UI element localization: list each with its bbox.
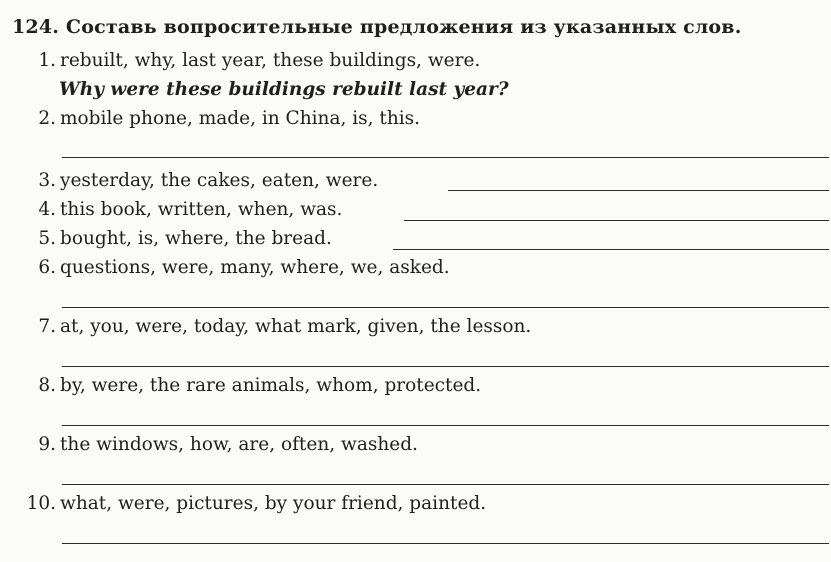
item-number: 1. bbox=[38, 50, 56, 71]
answer-line-2[interactable] bbox=[62, 157, 829, 158]
item-words: yesterday, the cakes, eaten, were. bbox=[60, 170, 379, 191]
item-number: 7. bbox=[38, 316, 56, 337]
item-number: 3. bbox=[38, 170, 56, 191]
answer-line-3[interactable] bbox=[448, 190, 829, 191]
exercise-title: 124. Составь вопросительные предложения из указанных слов. bbox=[12, 16, 742, 38]
exercise-item-6 bbox=[0, 257, 450, 278]
item-number: 6. bbox=[38, 257, 56, 278]
item-words: questions, were, many, where, we, asked. bbox=[60, 257, 450, 278]
item-words: this book, written, when, was. bbox=[60, 199, 343, 220]
answer-line-4[interactable] bbox=[404, 220, 829, 221]
answer-line-9[interactable] bbox=[62, 484, 829, 485]
exercise-item-4 bbox=[0, 199, 342, 220]
answer-line-8[interactable] bbox=[62, 425, 829, 426]
example-answer: Why were these buildings rebuilt last year? bbox=[59, 79, 509, 100]
item-words: mobile phone, made, in China, is, this. bbox=[60, 108, 421, 129]
exercise-item-3 bbox=[0, 170, 378, 191]
exercise-item-1 bbox=[0, 50, 480, 71]
item-number: 4. bbox=[38, 199, 56, 220]
item-number: 2. bbox=[38, 108, 56, 129]
exercise-item-5 bbox=[0, 228, 332, 249]
exercise-item-2 bbox=[0, 108, 420, 129]
item-number: 9. bbox=[38, 434, 56, 455]
item-words: by, were, the rare animals, whom, protected. bbox=[60, 375, 482, 396]
item-words: the windows, how, are, often, washed. bbox=[60, 434, 418, 455]
exercise-item-9 bbox=[0, 434, 418, 455]
item-number: 8. bbox=[38, 375, 56, 396]
exercise-item-7 bbox=[0, 316, 531, 337]
item-words: at, you, were, today, what mark, given, the lesson. bbox=[60, 316, 532, 337]
answer-line-7[interactable] bbox=[62, 366, 829, 367]
exercise-item-10 bbox=[0, 493, 486, 514]
item-words: bought, is, where, the bread. bbox=[60, 228, 332, 249]
answer-line-6[interactable] bbox=[62, 307, 829, 308]
item-number: 10. bbox=[26, 493, 56, 514]
item-words: what, were, pictures, by your friend, painted. bbox=[60, 493, 487, 514]
answer-line-10[interactable] bbox=[62, 543, 829, 544]
exercise-item-8 bbox=[0, 375, 481, 396]
answer-line-5[interactable] bbox=[393, 249, 829, 250]
item-number: 5. bbox=[38, 228, 56, 249]
item-words: rebuilt, why, last year, these buildings, were. bbox=[60, 50, 481, 71]
